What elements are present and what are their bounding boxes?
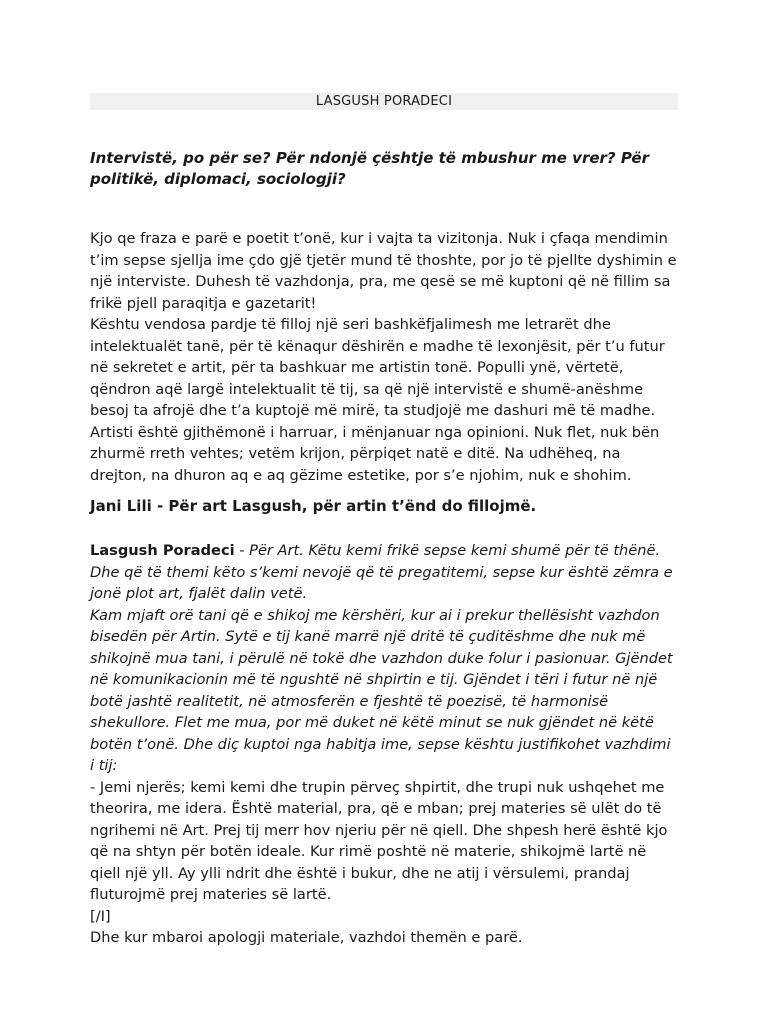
closing-paragraph: Dhe kur mbaroi apologji materiale, vazhdoi themën e parë. <box>90 929 523 946</box>
speaker-name: Lasgush Poradeci <box>90 542 235 559</box>
paragraph: Kështu vendosa pardje të filloj një seri bashkëfjalimesh me letrarët dhe intelektualët tanë, për të kënaqur dëshirën e madhe të lexonjësit, për t’u futur në sekretet e artit, për ta bashkuar me artistin tonë. Populli ynë, vërtetë, qëndron aqë largë intelektualit të tij, sa që një intervistë e shumë-anëshme besoj ta afrojë dhe t’a kuptojë më mirë, ta studjojë me dashuri më të madhe. Artisti është gjithëmonë i harruar, i mënjanuar nga opinioni. Nuk flet, nuk bën zhurmë rreth vehtes; vetëm krijon, përpiqet natë e ditë. Na udhëheq, na drejton, na dhuron aq e aq gëzime estetike, por s’e njohim, nuk e shohim. <box>90 316 665 484</box>
document-title: LASGUSH PORADECI <box>90 93 678 110</box>
intro-paragraphs <box>90 228 678 486</box>
paragraph: Kjo qe fraza e parë e poetit t’onë, kur i vajta ta vizitonja. Nuk i çfaqa mendimin t’im sepse sjellja ime çdo gjë tjetër mund të thoshte, por jo të pjellte dyshimin e një interviste. Duhesh të vazhdonja, pra, me qesë se më kuptoni që në fillim sa frikë pjell paraqitja e gazetarit! <box>90 230 677 312</box>
markup-marker: [/I] <box>90 907 111 925</box>
narration-paragraph: Kam mjaft orë tani që e shikoj me kërshëri, kur ai i prekur thellësisht vazhdon bisedën për Artin. Sytë e tij kanë marrë një dritë të çuditëshme dhe nuk më shikojnë mua tani, i përulë në tokë dhe vazhdon duke folur i pasionuar. Gjëndet në komunikacionin më të ngushtë në shpirtin e tij. Gjëndet i tëri i futur në një botë jashtë realitetit, në atmosferën e fjeshtë të poezisë, të harmonisë shekullore. Flet me mua, por më duket në këtë minut se nuk gjëndet në këtë botën t’onë. Dhe diç kuptoi nga habitja ime, sepse kështu justifikohet vazhdimi i tij: <box>90 606 673 774</box>
answer-paragraph <box>90 540 678 605</box>
interviewer-question: Jani Lili - Për art Lasgush, për artin t’ënd do fillojmë. <box>90 497 537 515</box>
answer-paragraph-plain: - Jemi njerës; kemi kemi dhe trupin përveç shpirtit, dhe trupi nuk ushqehet me theorira, me idera. Është material, pra, që e mban; prej materies së ulët do të ngrihemi në Art. Prej tij merr hov njeriu për në qiell. Dhe shpesh herë është kjo që na shtyn për botën ideale. Kur rimë poshtë në materie, shikojmë lartë në qiell një yll. Ay ylli ndrit dhe është i bukur, dhe ne atij i vërsulemi, prandaj fluturojmë prej materies së lartë. <box>90 778 668 903</box>
answer-text: - Për Art. Këtu kemi frikë sepse kemi shumë për të thënë. Dhe që të themi këto s’kemi nevojë që të pregatitemi, sepse kur është zëmra e jonë plot art, fjalët dalin vetë. <box>90 542 673 602</box>
document-page <box>90 93 678 949</box>
answer-block <box>90 540 678 949</box>
intro-question: Intervistë, po për se? Për ndonjë çështje të mbushur me vrer? Për politikë, diplomaci, sociologji? <box>90 149 650 188</box>
